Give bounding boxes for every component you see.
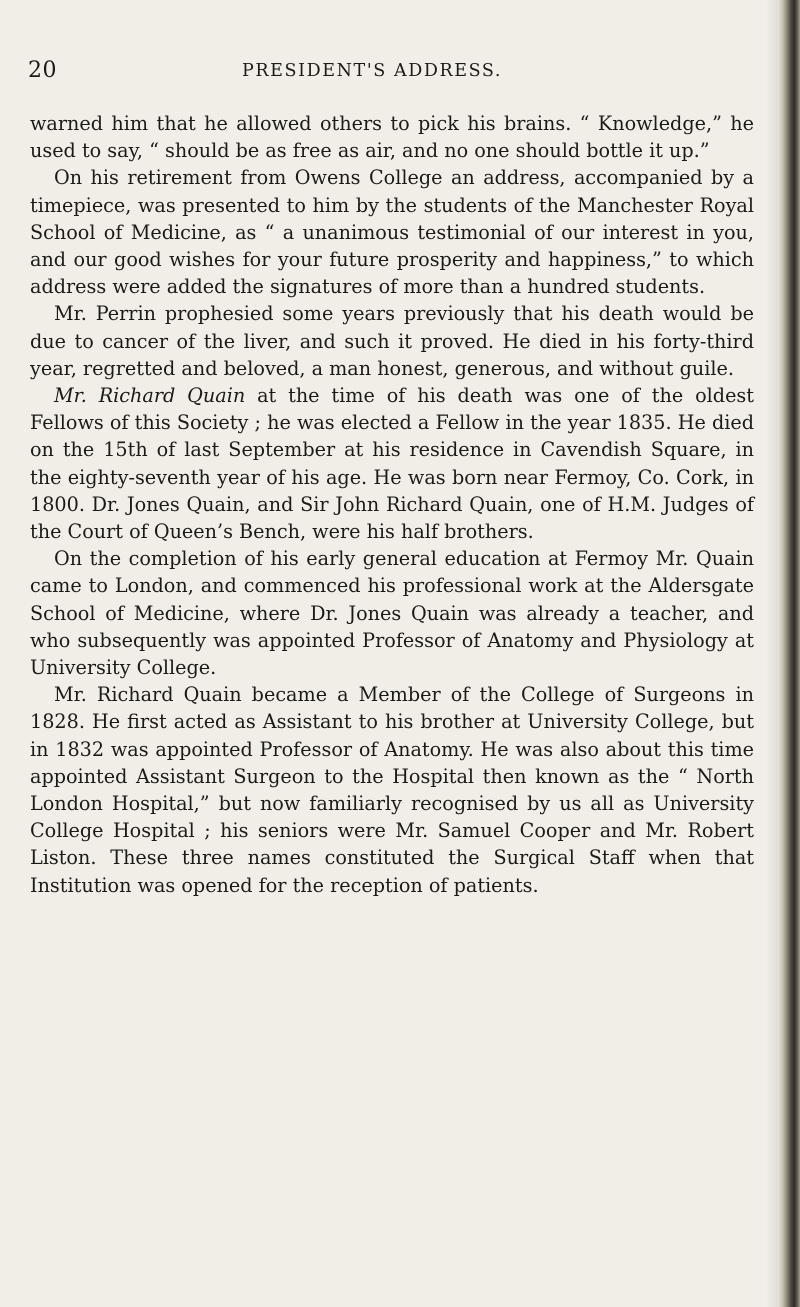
- paragraph-4-text: at the time of his death was one of the oldest Fellows of this Society ; he was elected a Fellow in the year 1835. He died on the 15th of last September at his residence in Cavendish Square, in the eighty-seventh year of his age. He was born near Fermoy, Co. Cork, in 1800. Dr. Jones Quain, and Sir John Richard Quain, one of H.M. Judges of the Court of Queen’s Bench, were his half brothers.: [30, 384, 754, 544]
- body-text: [30, 110, 754, 899]
- running-head: PRESIDENT'S ADDRESS.: [242, 61, 503, 81]
- binding-shadow: [766, 0, 778, 1307]
- paragraph-5: On the completion of his early general education at Fermoy Mr. Quain came to London, and commenced his professional work at the Aldersgate School of Medicine, where Dr. Jones Quain was already a teacher, and who subsequently was appointed Professor of Anatomy and Physiology at University College.: [30, 547, 754, 680]
- paragraph-2: On his retirement from Owens College an address, accompanied by a timepiece, was presented to him by the students of the Manchester Royal School of Medicine, as “ a unanimous testimonial of our interest in you, and our good wishes for your future prosperity and happiness,” to which address were added the signatures of more than a hundred students.: [30, 166, 754, 299]
- paragraph-1: warned him that he allowed others to pick his brains. “ Knowledge,” he used to say, “ should be as free as air, and no one should bottle it up.”: [30, 112, 754, 163]
- paragraph-6: Mr. Richard Quain became a Member of the College of Surgeons in 1828. He first acted as Assistant to his brother at University College, but in 1832 was appointed Professor of Anatomy. He was also about this time appointed Assistant Surgeon to the Hospital then known as the “ North London Hospital,” but now familiarly recognised by us all as University College Hospital ; his seniors were Mr. Samuel Cooper and Mr. Robert Liston. These three names constituted the Surgical Staff when that Institution was opened for the reception of patients.: [30, 683, 754, 897]
- page-number: 20: [28, 58, 57, 83]
- paragraph-4: [30, 382, 754, 545]
- binding-edge: [778, 0, 800, 1307]
- person-name: Mr. Richard Quain: [54, 384, 246, 408]
- paragraph-3: Mr. Perrin prophesied some years previously that his death would be due to cancer of the liver, and such it proved. He died in his forty-third year, regretted and beloved, a man honest, generous, and without guile.: [30, 302, 754, 380]
